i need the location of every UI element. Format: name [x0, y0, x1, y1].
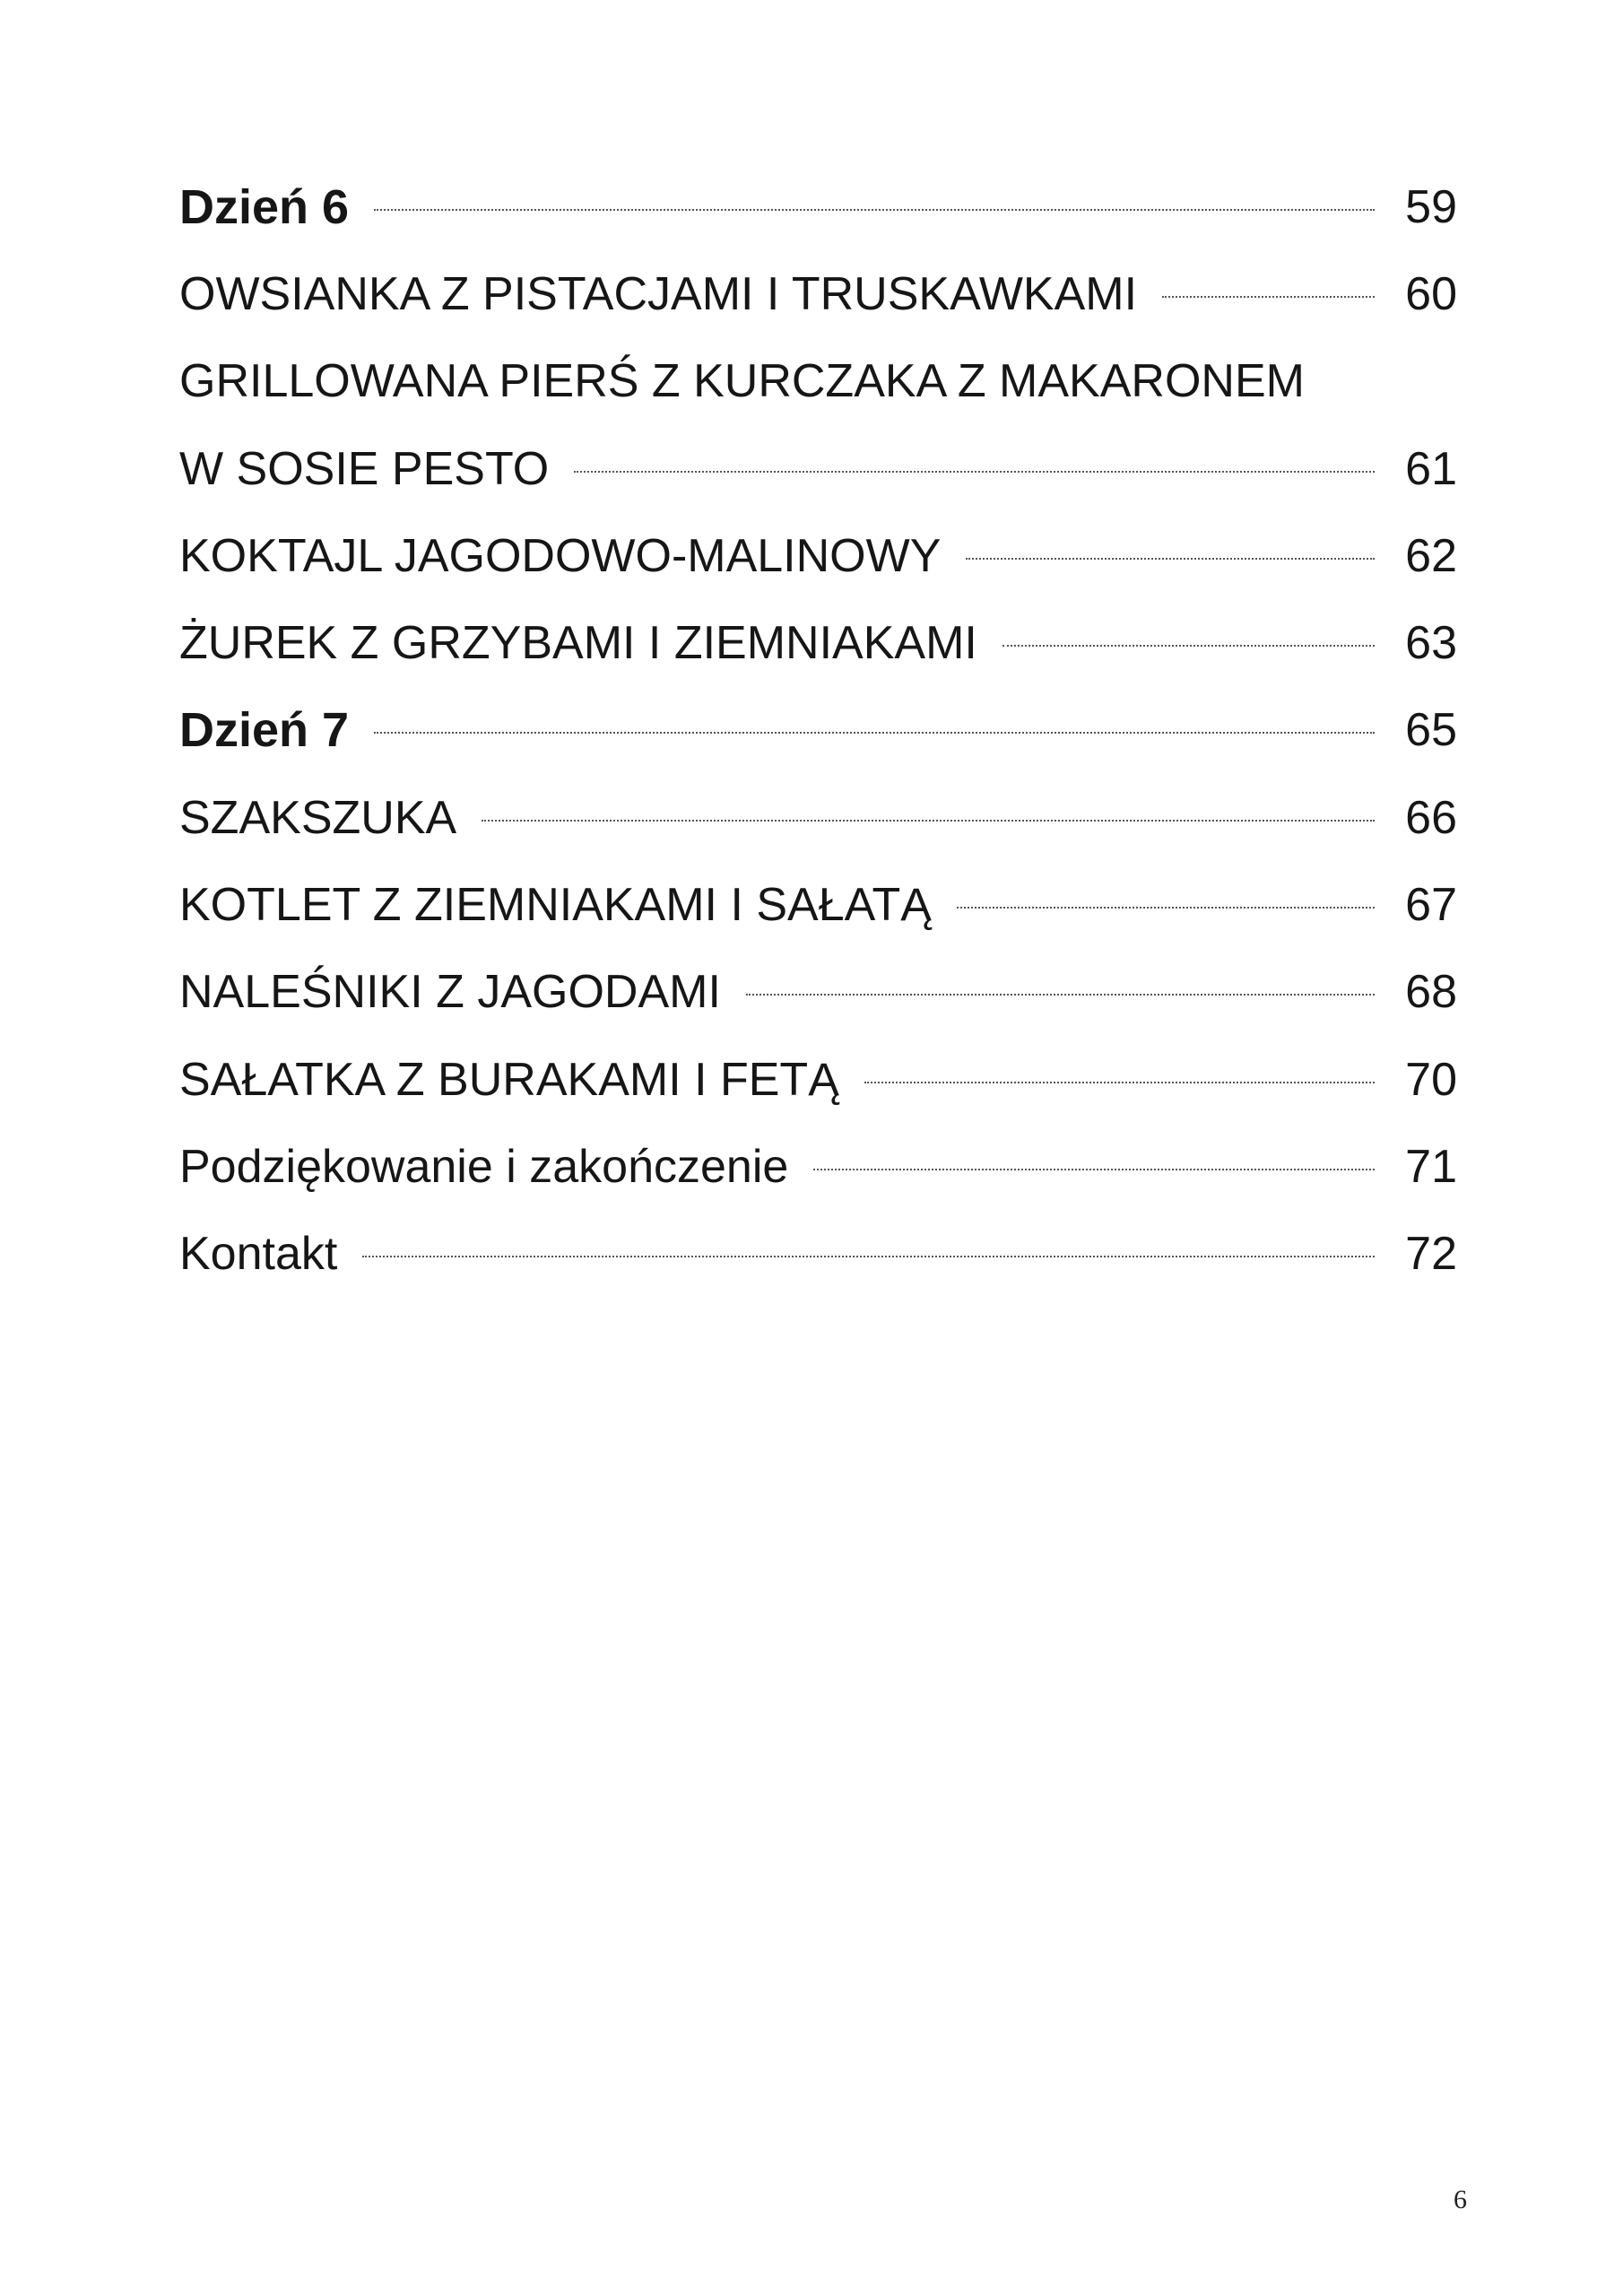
dot-leader — [813, 1169, 1375, 1170]
toc-entry-page: 62 — [1405, 529, 1457, 582]
toc-entry-title: Dzień 6 — [179, 179, 350, 234]
toc-entry-title: NALEŚNIKI Z JAGODAMI — [179, 966, 721, 1019]
dot-leader — [1002, 645, 1375, 647]
toc-entry-page: 65 — [1405, 704, 1457, 757]
toc-entry-title: Dzień 7 — [179, 703, 350, 758]
toc-entry[interactable] — [179, 512, 1457, 599]
dot-leader — [374, 732, 1375, 734]
toc-entry-page: 59 — [1405, 180, 1457, 233]
dot-leader — [482, 820, 1375, 822]
toc-entry-page: 60 — [1405, 267, 1457, 320]
toc-entry-page: 67 — [1405, 879, 1457, 932]
toc-entry-title: GRILLOWANA PIERŚ Z KURCZAKA Z MAKARONEM — [179, 355, 1305, 408]
toc-entry-page: 63 — [1405, 617, 1457, 670]
toc-entry-title: ŻUREK Z GRZYBAMI I ZIEMNIAKAMI — [179, 617, 977, 670]
page-number: 6 — [1454, 2185, 1467, 2214]
dot-leader — [966, 558, 1375, 560]
toc-entry-page: 70 — [1405, 1053, 1457, 1106]
toc-entry-title: Podziękowanie i zakończenie — [179, 1140, 789, 1193]
dot-leader — [864, 1082, 1375, 1083]
toc-entry-title: KOTLET Z ZIEMNIAKAMI I SAŁATĄ — [179, 879, 932, 932]
toc-entry-page: 66 — [1405, 791, 1457, 844]
toc-entry-page: 68 — [1405, 966, 1457, 1019]
dot-leader — [374, 209, 1375, 211]
toc-entry[interactable] — [179, 1036, 1457, 1123]
dot-leader — [362, 1256, 1375, 1257]
toc-entry-page: 61 — [1405, 442, 1457, 495]
dot-leader — [574, 471, 1375, 473]
toc-entry-day-6[interactable] — [179, 163, 1457, 250]
toc-entry[interactable] — [179, 250, 1457, 337]
toc-entry[interactable] — [179, 1123, 1457, 1210]
toc-entry-title: KOKTAJL JAGODOWO-MALINOWY — [179, 529, 942, 582]
toc-entry[interactable] — [179, 338, 1457, 425]
toc-entry-page: 72 — [1405, 1228, 1457, 1281]
dot-leader — [957, 907, 1375, 909]
toc-entry-title: SAŁATKA Z BURAKAMI I FETĄ — [179, 1053, 839, 1106]
toc-entry[interactable] — [179, 774, 1457, 861]
table-of-contents — [179, 163, 1457, 1298]
toc-entry[interactable] — [179, 949, 1457, 1036]
toc-entry[interactable] — [179, 599, 1457, 686]
toc-entry-title: W SOSIE PESTO — [179, 442, 550, 495]
toc-entry[interactable] — [179, 425, 1457, 512]
toc-entry-title: Kontakt — [179, 1228, 338, 1281]
toc-entry[interactable] — [179, 861, 1457, 948]
toc-entry-day-7[interactable] — [179, 687, 1457, 774]
toc-entry-title: SZAKSZUKA — [179, 791, 457, 844]
toc-entry-title: OWSIANKA Z PISTACJAMI I TRUSKAWKAMI — [179, 267, 1138, 320]
dot-leader — [746, 994, 1375, 996]
toc-entry[interactable] — [179, 1211, 1457, 1298]
toc-entry-page: 71 — [1405, 1140, 1457, 1193]
dot-leader — [1162, 296, 1375, 298]
